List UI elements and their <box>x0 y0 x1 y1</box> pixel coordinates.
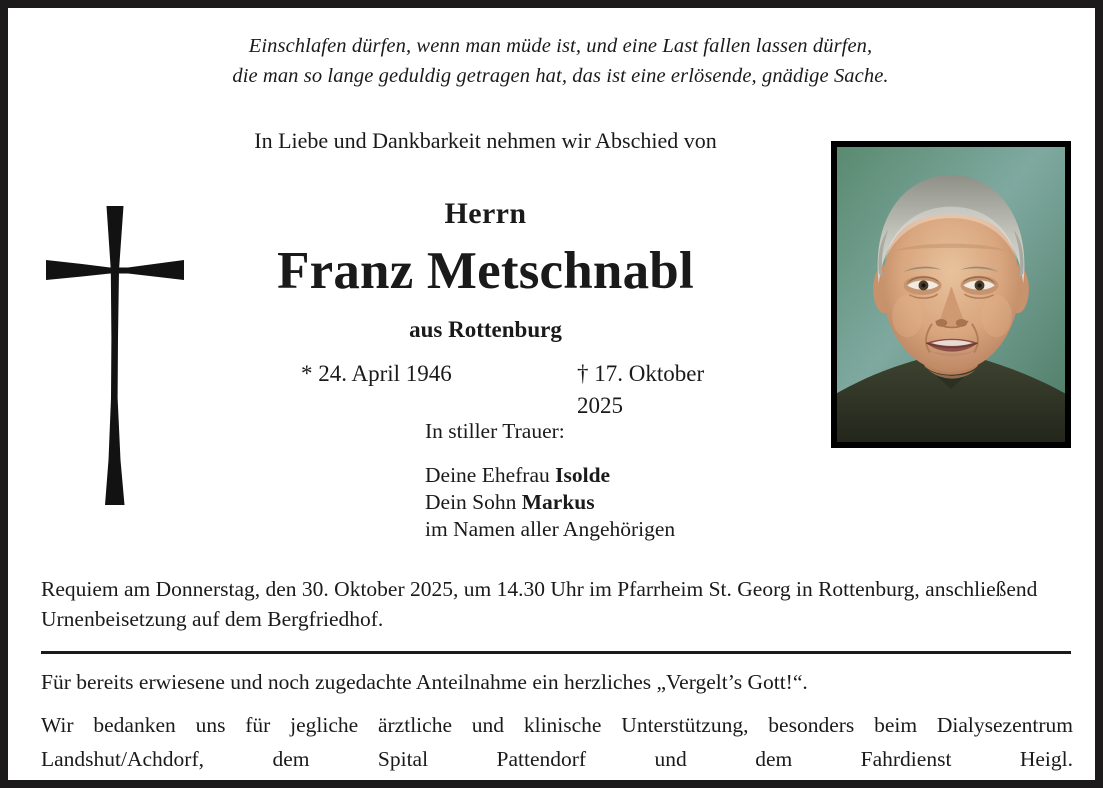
salutation: Herrn <box>444 197 527 230</box>
requiem-details: Requiem am Donnerstag, den 30. Oktober 2025, um 14.30 Uhr im Pfarrheim St. Georg in Rottenburg, anschließend Urnenbeisetzung auf dem Bergfriedhof. <box>41 577 1038 631</box>
portrait-photo <box>831 141 1071 448</box>
mourner-line-wife <box>425 462 845 489</box>
section-divider <box>41 651 1071 654</box>
mourner-son-name: Markus <box>521 490 595 514</box>
thanks-paragraph-2: Wir bedanken uns für jegliche ärztliche und klinische Unterstützung, besonders beim Dialysezentrum Landshut/Achdorf, dem Spital Pattendorf und dem Fahrdienst Heigl. <box>41 713 1073 771</box>
deceased-origin: aus Rottenburg <box>409 317 562 342</box>
life-dates <box>203 358 803 422</box>
mourners-heading: In stiller Trauer: <box>425 419 565 443</box>
christian-cross-icon <box>36 198 196 513</box>
deceased-name: Franz Metschnabl <box>277 242 694 300</box>
mourner-wife-name: Isolde <box>555 463 611 487</box>
announcement-intro: In Liebe und Dankbarkeit nehmen wir Abschied von <box>254 128 717 153</box>
mourner-line-relatives: im Namen aller Angehörigen <box>425 517 676 541</box>
mourner-wife-prefix: Deine Ehefrau <box>425 463 556 487</box>
epigraph-line-1: Einschlafen dürfen, wenn man müde ist, und eine Last fallen lassen dürfen, <box>248 35 873 57</box>
obituary-inner <box>8 8 1095 780</box>
mourner-son-prefix: Dein Sohn <box>425 490 522 514</box>
birth-date: * 24. April 1946 <box>301 361 452 386</box>
thanks-paragraph-1: Für bereits erwiesene und noch zugedachte Anteilnahme ein herzliches „Vergelt’s Gott!“. <box>41 670 808 694</box>
death-date: † 17. Oktober 2025 <box>577 361 705 418</box>
mourner-line-son <box>425 489 845 516</box>
epigraph-line-2: die man so lange geduldig getragen hat, das ist eine erlösende, gnädige Sache. <box>232 65 889 87</box>
mourners-block <box>425 418 845 543</box>
epigraph <box>163 31 958 91</box>
